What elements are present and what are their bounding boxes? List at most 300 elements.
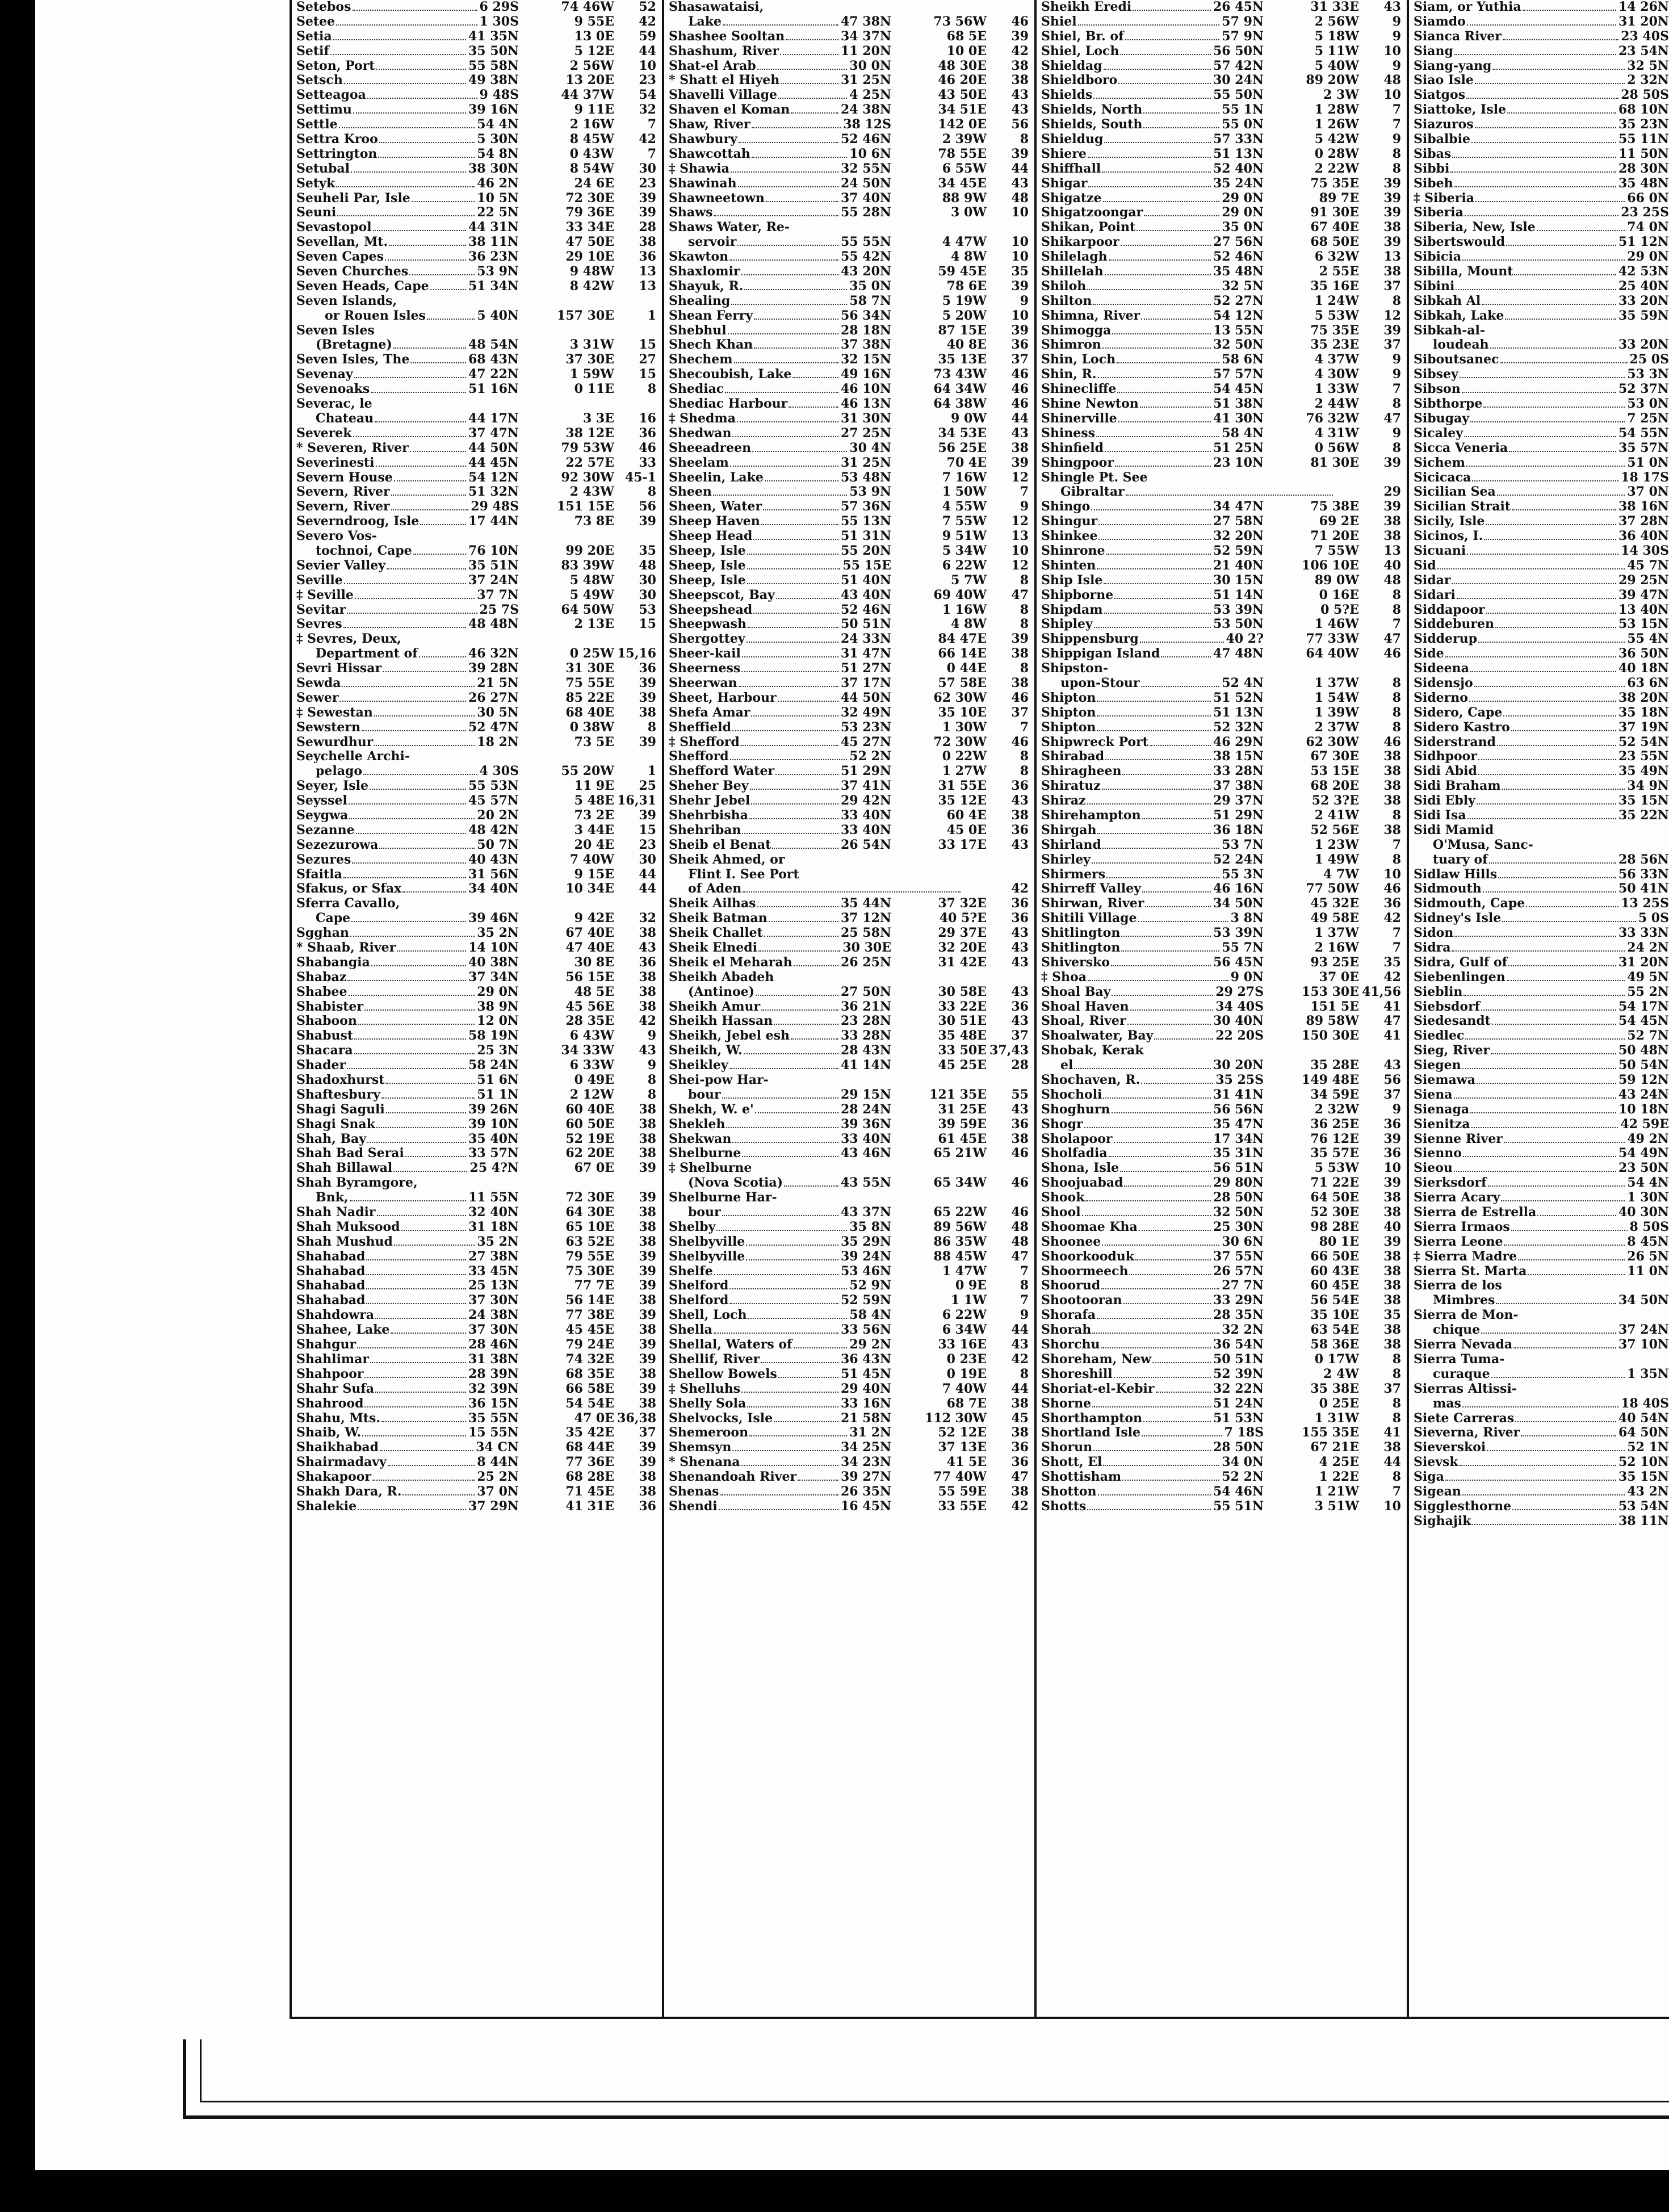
dot-leader <box>1482 304 1616 305</box>
latitude: 57 36N <box>841 499 891 514</box>
dot-leader <box>1488 1185 1625 1187</box>
entry-row <box>293 632 660 647</box>
entry-row <box>1410 1132 1669 1147</box>
longitude: 77 33W <box>1306 631 1359 647</box>
latitude: 14 26N <box>1618 0 1669 14</box>
map-page-ref: 47 <box>1011 1469 1029 1485</box>
latitude: 37 0N <box>477 1484 519 1499</box>
entry-row <box>1410 882 1669 896</box>
map-page-ref: 13 <box>1383 249 1401 265</box>
latitude: 55 28N <box>841 205 891 220</box>
place-name: Shakh Dara, R. <box>296 1484 402 1499</box>
dot-leader <box>791 1038 838 1040</box>
latitude: 3 8N <box>1230 911 1264 926</box>
dot-leader <box>1117 392 1211 393</box>
dot-leader <box>1513 1347 1616 1348</box>
map-page-ref: 8 <box>1392 705 1401 720</box>
longitude: 34 33W <box>561 1043 614 1058</box>
place-name: Shelford <box>669 1293 729 1308</box>
map-page-ref: 43 <box>1383 1058 1401 1073</box>
latitude: 55 50N <box>1213 87 1264 103</box>
place-name: * Shenana <box>669 1455 740 1470</box>
entry-row <box>1410 59 1669 74</box>
latitude: 23 55N <box>1618 749 1669 764</box>
map-page-ref: 46 <box>1011 382 1029 397</box>
entry-row <box>293 1146 660 1161</box>
latitude: 23 40S <box>1621 28 1669 44</box>
longitude: 35 10E <box>938 705 987 720</box>
place-name: Sienno <box>1414 1146 1462 1161</box>
latitude: 55 58N <box>468 58 519 73</box>
place-name: Side <box>1414 646 1444 661</box>
entry-row <box>665 941 1032 956</box>
map-page-ref: 7 <box>1392 617 1401 632</box>
map-page-ref: 7 <box>1020 1263 1029 1279</box>
longitude: 1 49W <box>1314 852 1359 867</box>
dot-leader <box>357 1347 466 1348</box>
dot-leader <box>1101 1288 1219 1289</box>
entry-row <box>1410 1220 1669 1235</box>
entry-row <box>665 1367 1032 1382</box>
place-name: Shiness <box>1041 425 1096 441</box>
dot-leader <box>749 818 838 819</box>
place-name: Shottisham <box>1041 1469 1122 1485</box>
dot-leader <box>347 980 466 981</box>
entry-row <box>665 1264 1032 1279</box>
place-name: Shell, Loch <box>669 1308 747 1323</box>
place-name: Sholfadia <box>1041 1146 1108 1161</box>
map-page-ref: 46 <box>1011 396 1029 412</box>
place-name: Shimron <box>1041 337 1101 353</box>
dot-leader <box>1471 142 1616 143</box>
latitude: 38 16N <box>1618 499 1669 514</box>
map-page-ref: 36 <box>1383 1146 1401 1161</box>
dot-leader <box>1088 186 1211 187</box>
entry-row <box>1410 896 1669 911</box>
longitude: 13 0E <box>574 28 614 44</box>
place-name: Gibraltar <box>1060 484 1125 500</box>
dot-leader <box>351 171 466 173</box>
map-page-ref: 39 <box>639 690 656 705</box>
dot-leader <box>758 950 840 952</box>
longitude: 75 55E <box>565 675 614 690</box>
map-page-ref: 46 <box>1011 734 1029 749</box>
place-name: Shoonee <box>1041 1234 1101 1249</box>
longitude: 0 44E <box>946 661 987 676</box>
place-name: Sicinos, I. <box>1414 529 1483 544</box>
longitude: 0 25W <box>569 646 614 661</box>
latitude: 24 2N <box>1627 940 1669 955</box>
longitude: 0 17W <box>1314 1351 1359 1367</box>
place-name: Shah Mushud <box>296 1234 393 1249</box>
latitude: 55 11N <box>1618 132 1669 147</box>
longitude: 1 31W <box>1314 1410 1359 1426</box>
entry-row <box>1410 0 1669 15</box>
latitude: 34 25N <box>841 1440 891 1455</box>
longitude: 10 0E <box>946 43 987 58</box>
map-page-ref: 23 <box>639 837 656 852</box>
place-name: Shimna, River <box>1041 308 1140 323</box>
place-name: Shelburne Har- <box>669 1190 777 1205</box>
map-page-ref: 7 <box>1020 719 1029 735</box>
place-name: Sicicaca <box>1414 470 1471 485</box>
entry-row <box>293 1132 660 1147</box>
place-name: Siete Carreras <box>1414 1410 1515 1426</box>
dot-leader <box>755 1112 838 1113</box>
dot-leader <box>385 259 466 261</box>
map-page-ref: 28 <box>639 220 656 235</box>
place-name: Sheffield <box>669 719 732 735</box>
map-page-ref: 8 <box>1392 690 1401 705</box>
latitude: 37 7N <box>477 587 519 602</box>
latitude: 11 55N <box>468 1190 519 1205</box>
latitude: 74 0N <box>1627 220 1669 235</box>
place-name: Shoreham, New <box>1041 1351 1152 1367</box>
longitude: 151 5E <box>1310 999 1359 1014</box>
place-name: Shiloh <box>1041 278 1087 294</box>
place-name: Sewstern <box>296 719 360 735</box>
longitude: 89 0W <box>1314 572 1359 588</box>
entry-row <box>1410 661 1669 676</box>
entry-row <box>665 1191 1032 1205</box>
place-name: Shagi Saguli <box>296 1101 385 1117</box>
place-name: Shirabad <box>1041 749 1105 764</box>
place-name: Shinrone <box>1041 543 1105 558</box>
entry-row <box>293 338 660 353</box>
longitude: 150 30E <box>1302 1028 1359 1044</box>
entry-row <box>293 749 660 764</box>
latitude: 43 40N <box>841 587 891 602</box>
entry-row <box>1038 265 1404 279</box>
latitude: 46 32N <box>468 646 519 661</box>
latitude: 41 30N <box>1213 410 1264 426</box>
place-name: Sevastopol <box>296 220 372 235</box>
entry-row <box>1038 485 1404 500</box>
entry-row <box>1038 73 1404 88</box>
map-page-ref: 8 <box>1392 161 1401 176</box>
latitude: 23 28N <box>841 1013 891 1029</box>
place-name: Shellal, Waters of <box>669 1337 792 1352</box>
place-name: Shendi <box>669 1498 718 1514</box>
dot-leader <box>1486 613 1616 614</box>
entry-row <box>293 1470 660 1485</box>
longitude: 9 42E <box>574 911 614 926</box>
place-name: Shavelli Village <box>669 87 778 103</box>
place-name: Shabaz <box>296 969 347 984</box>
longitude: 1 39W <box>1314 705 1359 720</box>
longitude: 1 24W <box>1314 293 1359 308</box>
longitude: 5 12E <box>574 43 614 58</box>
dot-leader <box>1521 1435 1616 1436</box>
latitude: 40 43N <box>468 852 519 867</box>
latitude: 39 24N <box>841 1249 891 1264</box>
latitude: 37 24N <box>1618 1322 1669 1338</box>
longitude: 6 32W <box>1314 249 1359 265</box>
place-name: chique <box>1433 1322 1481 1338</box>
dot-leader <box>739 686 838 687</box>
place-name: Shah, Bay <box>296 1131 367 1146</box>
map-page-ref: 44 <box>1011 1381 1029 1396</box>
entry-row <box>665 882 1032 896</box>
entry-row <box>665 500 1032 514</box>
map-page-ref: 46 <box>1383 881 1401 896</box>
map-page-ref: 38 <box>639 1366 656 1381</box>
map-page-ref: 39 <box>1011 322 1029 338</box>
entry-row <box>293 367 660 382</box>
latitude: 51 16N <box>468 382 519 397</box>
dot-leader <box>1437 568 1625 569</box>
entry-row <box>665 1485 1032 1499</box>
place-name: bour <box>688 1205 721 1220</box>
map-page-ref: 7 <box>1392 117 1401 132</box>
latitude: 31 41N <box>1213 1087 1264 1102</box>
place-name: Shacara <box>296 1043 353 1058</box>
dot-leader <box>730 759 848 760</box>
latitude: 35 50N <box>468 43 519 58</box>
dot-leader <box>1467 24 1616 26</box>
entry-row <box>293 132 660 147</box>
place-name: Sidar <box>1414 572 1451 588</box>
place-name: Shotton <box>1041 1484 1097 1499</box>
longitude: 68 50E <box>1310 234 1359 250</box>
place-name: Shipborne <box>1041 587 1114 602</box>
latitude: 32 50N <box>1213 337 1264 353</box>
entry-row <box>293 220 660 235</box>
place-name: Siderstrand <box>1414 734 1496 749</box>
latitude: 52 46N <box>1213 249 1264 265</box>
entry-row <box>293 279 660 294</box>
entry-row <box>1038 1000 1404 1015</box>
place-name: Shekwan <box>669 1131 732 1146</box>
dot-leader <box>1120 1171 1211 1172</box>
longitude: 35 28E <box>1310 1058 1359 1073</box>
latitude: 32 55N <box>841 161 891 176</box>
longitude: 85 22E <box>565 690 614 705</box>
longitude: 4 25E <box>1319 1455 1359 1470</box>
entry-row <box>1038 456 1404 471</box>
place-name: Settimu <box>296 102 352 118</box>
entry-row <box>1038 882 1404 896</box>
place-name: Shagi Snak <box>296 1116 375 1132</box>
dot-leader <box>344 583 466 584</box>
dot-leader <box>1497 745 1616 746</box>
map-page-ref: 9 <box>1392 132 1401 147</box>
latitude: 53 39N <box>1213 602 1264 617</box>
dot-leader <box>729 1068 838 1069</box>
longitude: 1 37W <box>1314 675 1359 690</box>
longitude: 1 47W <box>942 1263 987 1279</box>
place-name: Sibkah-al- <box>1414 322 1485 338</box>
map-page-ref: 36 <box>639 1498 656 1514</box>
place-name: O'Musa, Sanc- <box>1433 837 1533 852</box>
latitude: 28 50N <box>1213 1440 1264 1455</box>
place-name: Siena <box>1414 1087 1453 1102</box>
entry-row <box>665 1161 1032 1176</box>
place-name: Sfaitla <box>296 866 342 882</box>
longitude: 0 9E <box>955 1278 987 1293</box>
entry-row <box>665 1029 1032 1044</box>
map-page-ref: 47 <box>1011 587 1029 602</box>
place-name: Seven Isles, The <box>296 352 410 367</box>
gazetteer-column-1 <box>293 0 660 2019</box>
dot-leader <box>1122 1480 1219 1481</box>
entry-row <box>1038 941 1404 956</box>
entry-row <box>293 691 660 706</box>
place-name: Shoorkooduk <box>1041 1249 1135 1264</box>
longitude: 8 45W <box>569 132 614 147</box>
latitude: 25 13N <box>468 1278 519 1293</box>
entry-row <box>293 456 660 471</box>
latitude: 23 25S <box>1621 205 1669 220</box>
dot-leader <box>1093 98 1211 99</box>
entry-row <box>1038 382 1404 397</box>
latitude: 35 29N <box>841 1234 891 1249</box>
longitude: 2 4W <box>1323 1366 1359 1381</box>
entry-row <box>293 617 660 632</box>
map-page-ref: 36 <box>639 954 656 970</box>
entry-row <box>1038 588 1404 603</box>
latitude: 31 20N <box>1618 954 1669 970</box>
latitude: 35 0N <box>849 278 891 294</box>
longitude: 3 31W <box>569 337 614 353</box>
latitude: 51 14N <box>1213 587 1264 602</box>
place-name: Sevenay <box>296 367 353 382</box>
latitude: 24 38N <box>841 102 891 118</box>
place-name: Sighajik <box>1414 1513 1471 1528</box>
latitude: 37 30N <box>468 1322 519 1338</box>
latitude: 35 31N <box>1213 1146 1264 1161</box>
latitude: 50 41N <box>1618 881 1669 896</box>
entry-row <box>1038 559 1404 573</box>
place-name: Shehrbisha <box>669 807 748 823</box>
dot-leader <box>1463 995 1625 996</box>
map-page-ref: 39 <box>639 1440 656 1455</box>
longitude: 45 0E <box>946 822 987 837</box>
latitude: 55 15E <box>842 558 891 573</box>
entry-row <box>293 309 660 324</box>
longitude: 88 9W <box>942 190 987 206</box>
latitude: 53 54N <box>1618 1498 1669 1514</box>
longitude: 66 58E <box>565 1381 614 1396</box>
place-name: Shekleh <box>669 1116 726 1132</box>
longitude: 2 13E <box>574 617 614 632</box>
latitude: 29 2N <box>849 1337 891 1352</box>
map-page-ref: 39 <box>1011 455 1029 470</box>
dot-leader <box>1093 304 1211 305</box>
dot-leader <box>720 1494 838 1495</box>
longitude: 60 50E <box>565 1116 614 1132</box>
place-name: Sibalbie <box>1414 132 1470 147</box>
latitude: 38 9N <box>477 999 519 1014</box>
longitude: 22 57E <box>565 455 614 470</box>
map-page-ref: 44 <box>1011 1322 1029 1338</box>
entry-row <box>1038 647 1404 661</box>
longitude: 34 53E <box>938 425 987 441</box>
dot-leader <box>719 1509 838 1510</box>
latitude: 32 40N <box>468 1205 519 1220</box>
latitude: 51 24N <box>1213 1396 1264 1411</box>
dot-leader <box>1454 54 1616 55</box>
place-name: Flint I. See Port <box>688 866 799 882</box>
place-name: Sheep, Isle <box>669 558 746 573</box>
entry-row <box>293 779 660 794</box>
entry-row <box>665 235 1032 250</box>
map-page-ref: 37 <box>1383 278 1401 294</box>
place-name: Shoojuabad <box>1041 1175 1123 1191</box>
longitude: 9 55E <box>574 14 614 29</box>
entry-row <box>1410 1440 1669 1455</box>
longitude: 1 50W <box>942 484 987 500</box>
dot-leader <box>373 230 466 231</box>
map-page-ref: 36 <box>1011 822 1029 837</box>
latitude: 34 37N <box>841 28 891 44</box>
place-name: Shields, South <box>1041 117 1143 132</box>
entry-row <box>1038 220 1404 235</box>
map-page-ref: 9 <box>1392 367 1401 382</box>
latitude: 28 30N <box>1618 161 1669 176</box>
place-name: Sezures <box>296 852 351 867</box>
place-name: Setif <box>296 43 329 58</box>
place-name: Shawinah <box>669 175 737 191</box>
latitude: 12 0N <box>477 1013 519 1029</box>
entry-row <box>1410 1397 1669 1411</box>
map-page-ref: 45 <box>1011 1410 1029 1426</box>
place-name: Shippigan Island <box>1041 646 1160 661</box>
entry-row <box>1410 294 1669 309</box>
dot-leader <box>344 83 466 84</box>
map-page-ref: 23 <box>639 73 656 88</box>
map-page-ref: 48 <box>1011 1219 1029 1234</box>
latitude: 51 27N <box>841 661 891 676</box>
place-name: Shah Billawal <box>296 1161 393 1176</box>
longitude: 30 58E <box>938 984 987 999</box>
gazetteer-page <box>35 0 1669 2170</box>
entry-row <box>1038 1308 1404 1323</box>
dot-leader <box>750 789 839 790</box>
latitude: 45 7N <box>1627 558 1669 573</box>
place-name: Sierra de Estrella <box>1414 1205 1537 1220</box>
entry-row <box>1038 1103 1404 1117</box>
latitude: 40 38N <box>468 954 519 970</box>
entry-row <box>293 941 660 956</box>
latitude: 57 9N <box>1222 14 1264 29</box>
longitude: 76 12E <box>1310 1131 1359 1146</box>
latitude: 31 25N <box>841 73 891 88</box>
latitude: 36 15N <box>468 1396 519 1411</box>
entry-row <box>1410 265 1669 279</box>
map-page-ref: 38 <box>639 1205 656 1220</box>
entry-row <box>1410 191 1669 206</box>
entry-row <box>665 970 1032 985</box>
entry-row <box>1038 1411 1404 1426</box>
longitude: 5 48E <box>574 793 614 808</box>
latitude: 35 0N <box>1222 220 1264 235</box>
longitude: 30 8E <box>574 954 614 970</box>
place-name: Severndroog, Isle <box>296 514 420 529</box>
entry-row <box>293 911 660 926</box>
place-name: el <box>1060 1058 1073 1073</box>
entry-row <box>1410 1470 1669 1485</box>
latitude: 50 48N <box>1618 1043 1669 1058</box>
latitude: 47 22N <box>468 367 519 382</box>
place-name: Shipston- <box>1041 661 1108 676</box>
longitude: 2 56W <box>569 58 614 73</box>
place-name: Shoal, River <box>1041 1013 1126 1029</box>
entry-row <box>1410 220 1669 235</box>
place-name: Shelfe <box>669 1263 713 1279</box>
dot-leader <box>761 1362 838 1363</box>
entry-row <box>665 1250 1032 1264</box>
